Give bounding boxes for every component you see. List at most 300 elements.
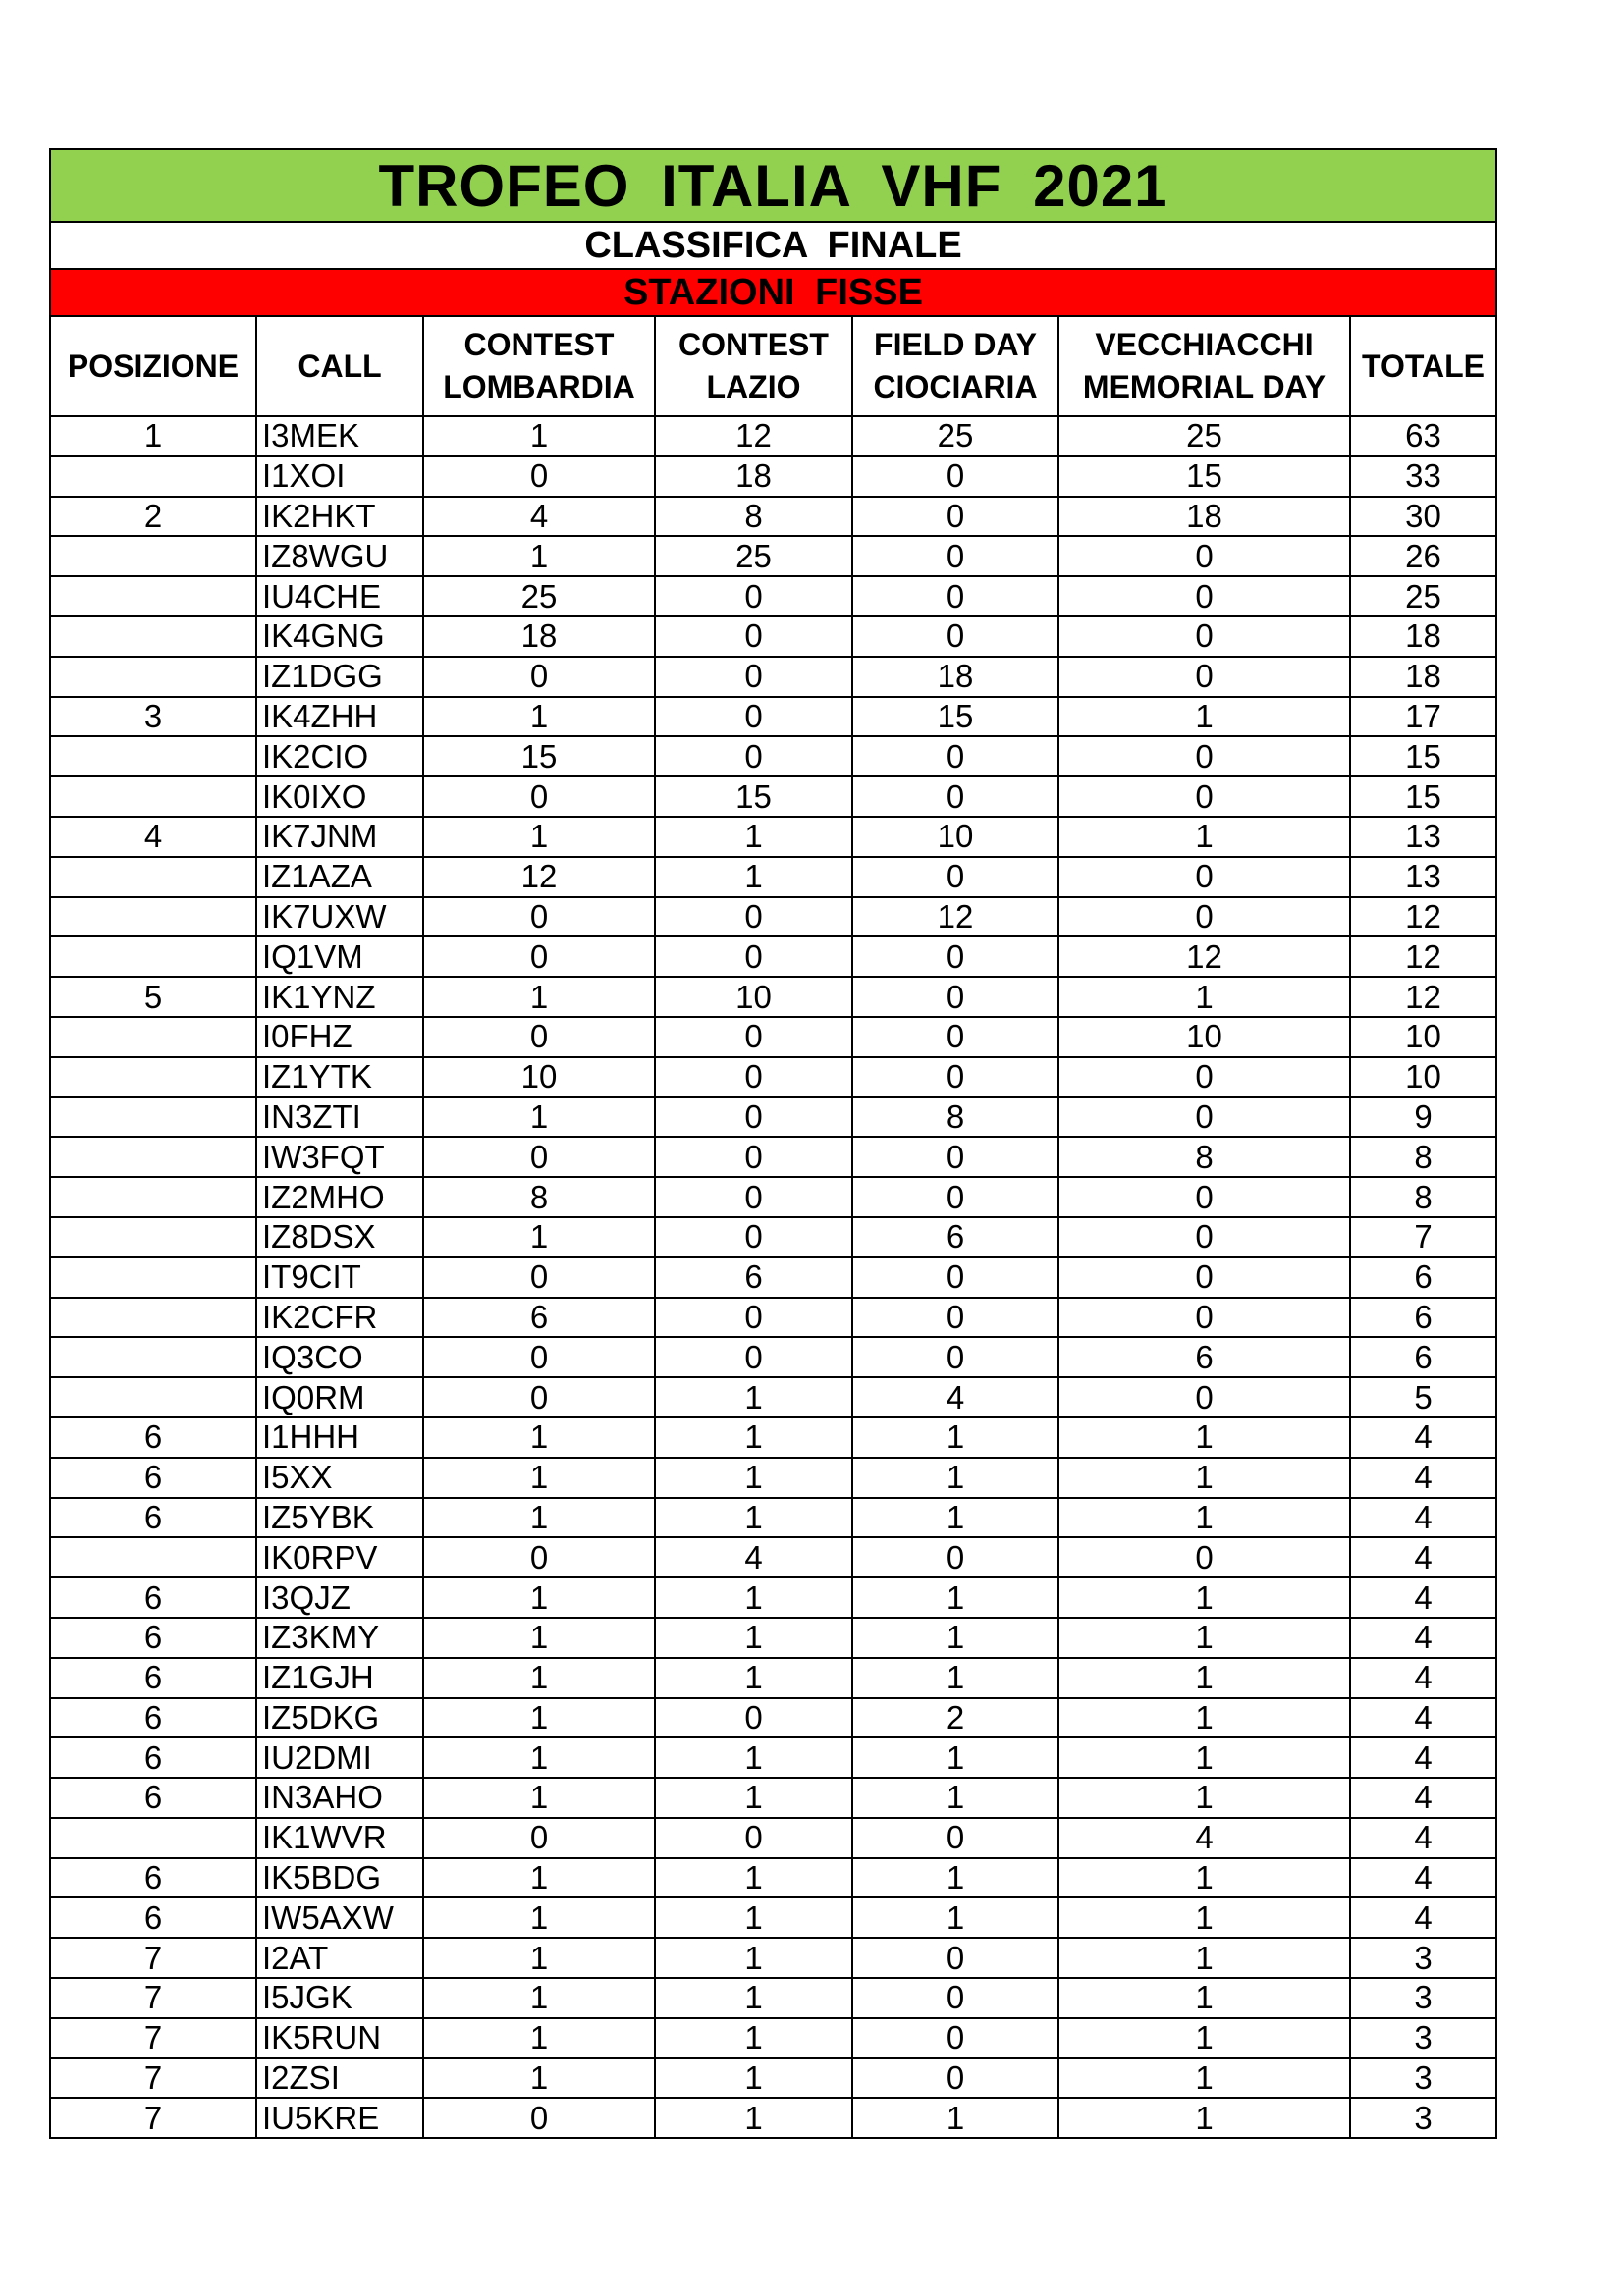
field-day-cell: 1 bbox=[852, 1498, 1058, 1538]
field-day-cell: 0 bbox=[852, 1137, 1058, 1177]
position-cell: 2 bbox=[50, 497, 256, 537]
memorial-day-cell: 1 bbox=[1058, 1698, 1350, 1738]
header-line: CIOCIARIA bbox=[873, 369, 1038, 404]
table-row bbox=[50, 736, 1496, 776]
call-cell: IQ3CO bbox=[256, 1337, 423, 1377]
total-cell: 12 bbox=[1350, 936, 1496, 977]
total-cell: 4 bbox=[1350, 1737, 1496, 1778]
table-row bbox=[50, 977, 1496, 1017]
header-contest-lombardia bbox=[423, 316, 655, 416]
lombardia-cell: 12 bbox=[423, 857, 655, 897]
memorial-day-cell: 25 bbox=[1058, 416, 1350, 456]
call-cell: I5JGK bbox=[256, 1978, 423, 2018]
table-row bbox=[50, 1017, 1496, 1057]
memorial-day-cell: 0 bbox=[1058, 897, 1350, 937]
position-cell bbox=[50, 1177, 256, 1217]
lazio-cell: 1 bbox=[655, 1658, 852, 1698]
memorial-day-cell: 0 bbox=[1058, 1217, 1350, 1257]
memorial-day-cell: 1 bbox=[1058, 1618, 1350, 1658]
lazio-cell: 4 bbox=[655, 1537, 852, 1577]
lazio-cell: 0 bbox=[655, 1298, 852, 1338]
memorial-day-cell: 0 bbox=[1058, 857, 1350, 897]
lombardia-cell: 1 bbox=[423, 416, 655, 456]
header-line: LAZIO bbox=[706, 369, 801, 404]
total-cell: 63 bbox=[1350, 416, 1496, 456]
lombardia-cell: 1 bbox=[423, 1498, 655, 1538]
table-row bbox=[50, 2098, 1496, 2138]
call-cell: IK7UXW bbox=[256, 897, 423, 937]
field-day-cell: 0 bbox=[852, 1057, 1058, 1097]
total-cell: 15 bbox=[1350, 776, 1496, 817]
header-call bbox=[256, 316, 423, 416]
total-cell: 3 bbox=[1350, 2058, 1496, 2099]
field-day-cell: 1 bbox=[852, 1737, 1058, 1778]
call-cell: I0FHZ bbox=[256, 1017, 423, 1057]
memorial-day-cell: 1 bbox=[1058, 1778, 1350, 1818]
lazio-cell: 0 bbox=[655, 1177, 852, 1217]
total-cell: 13 bbox=[1350, 817, 1496, 857]
call-cell: I3MEK bbox=[256, 416, 423, 456]
total-cell: 10 bbox=[1350, 1057, 1496, 1097]
total-cell: 4 bbox=[1350, 1897, 1496, 1938]
total-cell: 4 bbox=[1350, 1498, 1496, 1538]
total-cell: 3 bbox=[1350, 2098, 1496, 2138]
header-line: VECCHIACCHI bbox=[1095, 327, 1314, 362]
table-row bbox=[50, 1778, 1496, 1818]
lazio-cell: 10 bbox=[655, 977, 852, 1017]
position-cell bbox=[50, 1377, 256, 1417]
field-day-cell: 0 bbox=[852, 977, 1058, 1017]
field-day-cell: 1 bbox=[852, 1417, 1058, 1458]
memorial-day-cell: 1 bbox=[1058, 1978, 1350, 2018]
total-cell: 4 bbox=[1350, 1858, 1496, 1898]
call-cell: IZ3KMY bbox=[256, 1618, 423, 1658]
total-cell: 4 bbox=[1350, 1618, 1496, 1658]
table-row bbox=[50, 776, 1496, 817]
lombardia-cell: 1 bbox=[423, 1417, 655, 1458]
lazio-cell: 0 bbox=[655, 936, 852, 977]
field-day-cell: 8 bbox=[852, 1097, 1058, 1138]
position-cell: 7 bbox=[50, 2018, 256, 2058]
lazio-cell: 1 bbox=[655, 2098, 852, 2138]
position-cell: 3 bbox=[50, 697, 256, 737]
table-row bbox=[50, 1577, 1496, 1618]
position-cell bbox=[50, 776, 256, 817]
lombardia-cell: 15 bbox=[423, 736, 655, 776]
header-line: CONTEST bbox=[678, 327, 829, 362]
field-day-cell: 0 bbox=[852, 736, 1058, 776]
subtitle-row bbox=[50, 222, 1496, 269]
call-cell: IK2CFR bbox=[256, 1298, 423, 1338]
memorial-day-cell: 18 bbox=[1058, 497, 1350, 537]
lombardia-cell: 1 bbox=[423, 1658, 655, 1698]
call-cell: I2AT bbox=[256, 1938, 423, 1978]
field-day-cell: 10 bbox=[852, 817, 1058, 857]
memorial-day-cell: 1 bbox=[1058, 697, 1350, 737]
lombardia-cell: 0 bbox=[423, 657, 655, 697]
lazio-cell: 1 bbox=[655, 1377, 852, 1417]
total-cell: 4 bbox=[1350, 1417, 1496, 1458]
memorial-day-cell: 1 bbox=[1058, 1577, 1350, 1618]
lombardia-cell: 0 bbox=[423, 1818, 655, 1858]
total-cell: 4 bbox=[1350, 1778, 1496, 1818]
table-row bbox=[50, 1417, 1496, 1458]
call-cell: IN3AHO bbox=[256, 1778, 423, 1818]
lazio-cell: 1 bbox=[655, 1417, 852, 1458]
position-cell bbox=[50, 857, 256, 897]
lazio-cell: 1 bbox=[655, 1858, 852, 1898]
memorial-day-cell: 4 bbox=[1058, 1818, 1350, 1858]
lombardia-cell: 0 bbox=[423, 2098, 655, 2138]
field-day-cell: 0 bbox=[852, 2018, 1058, 2058]
position-cell: 6 bbox=[50, 1778, 256, 1818]
table-row bbox=[50, 416, 1496, 456]
lombardia-cell: 1 bbox=[423, 1097, 655, 1138]
field-day-cell: 0 bbox=[852, 1818, 1058, 1858]
table-row bbox=[50, 1298, 1496, 1338]
position-cell: 7 bbox=[50, 2098, 256, 2138]
lombardia-cell: 6 bbox=[423, 1298, 655, 1338]
position-cell: 6 bbox=[50, 1618, 256, 1658]
lazio-cell: 0 bbox=[655, 1698, 852, 1738]
lazio-cell: 0 bbox=[655, 697, 852, 737]
total-cell: 3 bbox=[1350, 1978, 1496, 2018]
lazio-cell: 1 bbox=[655, 1498, 852, 1538]
position-cell: 6 bbox=[50, 1577, 256, 1618]
position-cell bbox=[50, 936, 256, 977]
field-day-cell: 0 bbox=[852, 1537, 1058, 1577]
position-cell bbox=[50, 1217, 256, 1257]
lombardia-cell: 1 bbox=[423, 1698, 655, 1738]
table-row bbox=[50, 1537, 1496, 1577]
call-cell: IK2CIO bbox=[256, 736, 423, 776]
header-line: FIELD DAY bbox=[874, 327, 1037, 362]
field-day-cell: 0 bbox=[852, 536, 1058, 576]
field-day-cell: 0 bbox=[852, 1177, 1058, 1217]
total-cell: 33 bbox=[1350, 456, 1496, 497]
call-cell: I2ZSI bbox=[256, 2058, 423, 2099]
call-cell: IK1WVR bbox=[256, 1818, 423, 1858]
memorial-day-cell: 1 bbox=[1058, 977, 1350, 1017]
call-cell: IK4ZHH bbox=[256, 697, 423, 737]
header-line: LOMBARDIA bbox=[443, 369, 635, 404]
memorial-day-cell: 0 bbox=[1058, 776, 1350, 817]
call-cell: IZ1GJH bbox=[256, 1658, 423, 1698]
document-title: TROFEO ITALIA VHF 2021 bbox=[50, 149, 1496, 222]
field-day-cell: 0 bbox=[852, 1017, 1058, 1057]
lazio-cell: 1 bbox=[655, 1978, 852, 2018]
memorial-day-cell: 0 bbox=[1058, 616, 1350, 657]
call-cell: IZ8WGU bbox=[256, 536, 423, 576]
memorial-day-cell: 15 bbox=[1058, 456, 1350, 497]
lazio-cell: 25 bbox=[655, 536, 852, 576]
call-cell: IU4CHE bbox=[256, 576, 423, 616]
position-cell: 6 bbox=[50, 1698, 256, 1738]
lombardia-cell: 0 bbox=[423, 1137, 655, 1177]
field-day-cell: 0 bbox=[852, 1938, 1058, 1978]
lazio-cell: 1 bbox=[655, 1737, 852, 1778]
total-cell: 6 bbox=[1350, 1257, 1496, 1298]
memorial-day-cell: 1 bbox=[1058, 817, 1350, 857]
table-row bbox=[50, 616, 1496, 657]
position-cell bbox=[50, 1537, 256, 1577]
call-cell: IZ5YBK bbox=[256, 1498, 423, 1538]
lombardia-cell: 0 bbox=[423, 936, 655, 977]
memorial-day-cell: 0 bbox=[1058, 1298, 1350, 1338]
memorial-day-cell: 0 bbox=[1058, 736, 1350, 776]
lombardia-cell: 1 bbox=[423, 536, 655, 576]
lombardia-cell: 1 bbox=[423, 1737, 655, 1778]
call-cell: IK2HKT bbox=[256, 497, 423, 537]
memorial-day-cell: 1 bbox=[1058, 1498, 1350, 1538]
total-cell: 4 bbox=[1350, 1458, 1496, 1498]
field-day-cell: 0 bbox=[852, 1257, 1058, 1298]
document-subtitle: CLASSIFICA FINALE bbox=[50, 222, 1496, 269]
field-day-cell: 0 bbox=[852, 616, 1058, 657]
lombardia-cell: 1 bbox=[423, 1938, 655, 1978]
table-row bbox=[50, 497, 1496, 537]
table-row bbox=[50, 817, 1496, 857]
call-cell: IK1YNZ bbox=[256, 977, 423, 1017]
memorial-day-cell: 1 bbox=[1058, 1458, 1350, 1498]
lazio-cell: 12 bbox=[655, 416, 852, 456]
lombardia-cell: 1 bbox=[423, 1778, 655, 1818]
call-cell: IZ2MHO bbox=[256, 1177, 423, 1217]
call-cell: IN3ZTI bbox=[256, 1097, 423, 1138]
memorial-day-cell: 0 bbox=[1058, 1057, 1350, 1097]
position-cell: 5 bbox=[50, 977, 256, 1017]
lazio-cell: 1 bbox=[655, 2058, 852, 2099]
position-cell bbox=[50, 736, 256, 776]
total-cell: 4 bbox=[1350, 1577, 1496, 1618]
table-row bbox=[50, 1737, 1496, 1778]
lombardia-cell: 1 bbox=[423, 817, 655, 857]
position-cell bbox=[50, 576, 256, 616]
table-row bbox=[50, 657, 1496, 697]
position-cell: 6 bbox=[50, 1458, 256, 1498]
lombardia-cell: 25 bbox=[423, 576, 655, 616]
lazio-cell: 0 bbox=[655, 1818, 852, 1858]
position-cell bbox=[50, 657, 256, 697]
header-totale bbox=[1350, 316, 1496, 416]
total-cell: 9 bbox=[1350, 1097, 1496, 1138]
total-cell: 13 bbox=[1350, 857, 1496, 897]
lombardia-cell: 1 bbox=[423, 2058, 655, 2099]
total-cell: 4 bbox=[1350, 1818, 1496, 1858]
field-day-cell: 0 bbox=[852, 2058, 1058, 2099]
position-cell: 6 bbox=[50, 1737, 256, 1778]
lombardia-cell: 0 bbox=[423, 1257, 655, 1298]
field-day-cell: 1 bbox=[852, 1618, 1058, 1658]
field-day-cell: 15 bbox=[852, 697, 1058, 737]
call-cell: IQ0RM bbox=[256, 1377, 423, 1417]
header-line: CALL bbox=[298, 347, 382, 384]
total-cell: 17 bbox=[1350, 697, 1496, 737]
total-cell: 30 bbox=[1350, 497, 1496, 537]
total-cell: 15 bbox=[1350, 736, 1496, 776]
position-cell: 7 bbox=[50, 1978, 256, 2018]
lazio-cell: 1 bbox=[655, 857, 852, 897]
lombardia-cell: 4 bbox=[423, 497, 655, 537]
header-posizione bbox=[50, 316, 256, 416]
lazio-cell: 1 bbox=[655, 817, 852, 857]
title-row bbox=[50, 149, 1496, 222]
table-row bbox=[50, 1137, 1496, 1177]
call-cell: I3QJZ bbox=[256, 1577, 423, 1618]
field-day-cell: 6 bbox=[852, 1217, 1058, 1257]
lazio-cell: 1 bbox=[655, 1938, 852, 1978]
call-cell: IK7JNM bbox=[256, 817, 423, 857]
lombardia-cell: 1 bbox=[423, 697, 655, 737]
lazio-cell: 0 bbox=[655, 1057, 852, 1097]
lombardia-cell: 1 bbox=[423, 1978, 655, 2018]
table-row bbox=[50, 697, 1496, 737]
memorial-day-cell: 0 bbox=[1058, 1377, 1350, 1417]
lombardia-cell: 1 bbox=[423, 1577, 655, 1618]
call-cell: IZ1AZA bbox=[256, 857, 423, 897]
lombardia-cell: 1 bbox=[423, 977, 655, 1017]
field-day-cell: 18 bbox=[852, 657, 1058, 697]
lombardia-cell: 0 bbox=[423, 1537, 655, 1577]
memorial-day-cell: 1 bbox=[1058, 1858, 1350, 1898]
lombardia-cell: 1 bbox=[423, 1897, 655, 1938]
call-cell: IQ1VM bbox=[256, 936, 423, 977]
call-cell: IW3FQT bbox=[256, 1137, 423, 1177]
call-cell: IZ1YTK bbox=[256, 1057, 423, 1097]
table-row bbox=[50, 456, 1496, 497]
total-cell: 12 bbox=[1350, 977, 1496, 1017]
call-cell: IZ1DGG bbox=[256, 657, 423, 697]
lombardia-cell: 1 bbox=[423, 1858, 655, 1898]
field-day-cell: 0 bbox=[852, 456, 1058, 497]
field-day-cell: 0 bbox=[852, 497, 1058, 537]
table-row bbox=[50, 1177, 1496, 1217]
memorial-day-cell: 6 bbox=[1058, 1337, 1350, 1377]
lombardia-cell: 0 bbox=[423, 776, 655, 817]
total-cell: 3 bbox=[1350, 2018, 1496, 2058]
call-cell: IW5AXW bbox=[256, 1897, 423, 1938]
lazio-cell: 0 bbox=[655, 576, 852, 616]
lazio-cell: 0 bbox=[655, 1137, 852, 1177]
table-row bbox=[50, 1217, 1496, 1257]
total-cell: 7 bbox=[1350, 1217, 1496, 1257]
field-day-cell: 1 bbox=[852, 1658, 1058, 1698]
lombardia-cell: 0 bbox=[423, 456, 655, 497]
table-row bbox=[50, 1897, 1496, 1938]
lombardia-cell: 1 bbox=[423, 1618, 655, 1658]
total-cell: 10 bbox=[1350, 1017, 1496, 1057]
total-cell: 5 bbox=[1350, 1377, 1496, 1417]
field-day-cell: 12 bbox=[852, 897, 1058, 937]
lazio-cell: 1 bbox=[655, 1458, 852, 1498]
lombardia-cell: 0 bbox=[423, 1337, 655, 1377]
table-row bbox=[50, 1257, 1496, 1298]
lazio-cell: 18 bbox=[655, 456, 852, 497]
lazio-cell: 0 bbox=[655, 1217, 852, 1257]
header-line: MEMORIAL DAY bbox=[1082, 369, 1326, 404]
table-row bbox=[50, 1337, 1496, 1377]
total-cell: 18 bbox=[1350, 657, 1496, 697]
lazio-cell: 0 bbox=[655, 657, 852, 697]
call-cell: IU5KRE bbox=[256, 2098, 423, 2138]
lombardia-cell: 8 bbox=[423, 1177, 655, 1217]
total-cell: 26 bbox=[1350, 536, 1496, 576]
call-cell: IZ5DKG bbox=[256, 1698, 423, 1738]
memorial-day-cell: 1 bbox=[1058, 1658, 1350, 1698]
memorial-day-cell: 1 bbox=[1058, 1737, 1350, 1778]
field-day-cell: 4 bbox=[852, 1377, 1058, 1417]
lazio-cell: 1 bbox=[655, 1618, 852, 1658]
position-cell bbox=[50, 456, 256, 497]
table-row bbox=[50, 1698, 1496, 1738]
memorial-day-cell: 0 bbox=[1058, 536, 1350, 576]
position-cell: 6 bbox=[50, 1498, 256, 1538]
table-row bbox=[50, 1057, 1496, 1097]
total-cell: 6 bbox=[1350, 1337, 1496, 1377]
field-day-cell: 1 bbox=[852, 1858, 1058, 1898]
total-cell: 4 bbox=[1350, 1698, 1496, 1738]
table-row bbox=[50, 936, 1496, 977]
header-line: TOTALE bbox=[1361, 347, 1486, 384]
total-cell: 6 bbox=[1350, 1298, 1496, 1338]
table-row bbox=[50, 1618, 1496, 1658]
lombardia-cell: 0 bbox=[423, 897, 655, 937]
position-cell bbox=[50, 1298, 256, 1338]
lombardia-cell: 1 bbox=[423, 2018, 655, 2058]
lombardia-cell: 0 bbox=[423, 1377, 655, 1417]
header-memorial-day bbox=[1058, 316, 1350, 416]
call-cell: IK0IXO bbox=[256, 776, 423, 817]
call-cell: IT9CIT bbox=[256, 1257, 423, 1298]
lazio-cell: 1 bbox=[655, 2018, 852, 2058]
lazio-cell: 1 bbox=[655, 1778, 852, 1818]
field-day-cell: 0 bbox=[852, 776, 1058, 817]
position-cell bbox=[50, 1818, 256, 1858]
call-cell: IZ8DSX bbox=[256, 1217, 423, 1257]
table-row bbox=[50, 897, 1496, 937]
position-cell: 4 bbox=[50, 817, 256, 857]
position-cell: 1 bbox=[50, 416, 256, 456]
field-day-cell: 1 bbox=[852, 2098, 1058, 2138]
lazio-cell: 6 bbox=[655, 1257, 852, 1298]
lazio-cell: 8 bbox=[655, 497, 852, 537]
table-body bbox=[50, 416, 1496, 2138]
memorial-day-cell: 12 bbox=[1058, 936, 1350, 977]
position-cell: 7 bbox=[50, 1938, 256, 1978]
call-cell: IK4GNG bbox=[256, 616, 423, 657]
position-cell bbox=[50, 1057, 256, 1097]
memorial-day-cell: 1 bbox=[1058, 1938, 1350, 1978]
table-row bbox=[50, 857, 1496, 897]
call-cell: I1XOI bbox=[256, 456, 423, 497]
call-cell: IU2DMI bbox=[256, 1737, 423, 1778]
memorial-day-cell: 0 bbox=[1058, 576, 1350, 616]
field-day-cell: 1 bbox=[852, 1778, 1058, 1818]
position-cell bbox=[50, 1097, 256, 1138]
header-row bbox=[50, 316, 1496, 416]
total-cell: 4 bbox=[1350, 1537, 1496, 1577]
table-row bbox=[50, 1818, 1496, 1858]
lombardia-cell: 1 bbox=[423, 1458, 655, 1498]
lazio-cell: 0 bbox=[655, 897, 852, 937]
position-cell: 6 bbox=[50, 1858, 256, 1898]
call-cell: IK5BDG bbox=[256, 1858, 423, 1898]
memorial-day-cell: 0 bbox=[1058, 1257, 1350, 1298]
memorial-day-cell: 0 bbox=[1058, 1097, 1350, 1138]
memorial-day-cell: 1 bbox=[1058, 2058, 1350, 2099]
table-row bbox=[50, 1458, 1496, 1498]
lazio-cell: 0 bbox=[655, 736, 852, 776]
